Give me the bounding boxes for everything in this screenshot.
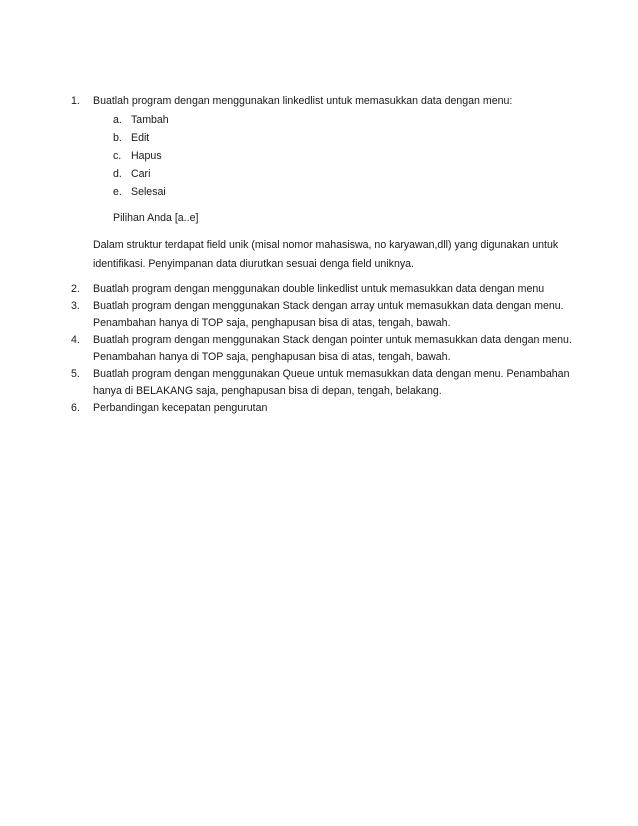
list-item-2 <box>0 281 638 298</box>
option-letter: a. <box>113 114 122 126</box>
unique-field-note: Dalam struktur terdapat field unik (misal nomor mahasiswa, no karyawan,dll) yang digunakan untuk identifikasi. Penyimpanan data diurutkan sesuai denga field uniknya. <box>93 239 559 270</box>
menu-options-list <box>0 111 638 201</box>
option-label: Hapus <box>131 150 162 162</box>
option-label: Tambah <box>131 114 169 126</box>
option-label: Cari <box>131 168 151 180</box>
list-item-text: Buatlah program dengan menggunakan Queue untuk memasukkan data dengan menu. Penambahan hanya di BELAKANG saja, penghapusan bisa di depan, tengah, belakang. <box>93 368 570 397</box>
list-number: 5. <box>71 368 80 380</box>
list-item-1 <box>0 93 638 110</box>
option-letter: e. <box>113 186 122 198</box>
menu-option-cari <box>0 165 638 183</box>
choice-prompt: Pilihan Anda [a..e] <box>113 212 199 224</box>
option-letter: d. <box>113 168 122 180</box>
list-number: 2. <box>71 283 80 295</box>
menu-option-selesai <box>0 183 638 201</box>
list-item-text: Buatlah program dengan menggunakan Stack dengan pointer untuk memasukkan data dengan menu. Penambahan hanya di TOP saja, penghapusan bisa di atas, tengah, bawah. <box>93 334 572 363</box>
list-number: 6. <box>71 402 80 414</box>
option-letter: b. <box>113 132 122 144</box>
list-item-3 <box>0 298 638 332</box>
list-item-text: Perbandingan kecepatan pengurutan <box>93 402 268 414</box>
list-item-5 <box>0 366 638 400</box>
menu-option-edit <box>0 129 638 147</box>
list-number: 3. <box>71 300 80 312</box>
list-item-text: Buatlah program dengan menggunakan linkedlist untuk memasukkan data dengan menu: <box>93 95 513 107</box>
list-item-text: Buatlah program dengan menggunakan Stack dengan array untuk memasukkan data dengan menu. Penambahan hanya di TOP saja, penghapusan bisa di atas, tengah, bawah. <box>93 300 564 329</box>
list-item-6 <box>0 400 638 417</box>
option-label: Edit <box>131 132 150 144</box>
menu-option-hapus <box>0 147 638 165</box>
list-item-text: Buatlah program dengan menggunakan double linkedlist untuk memasukkan data dengan menu <box>93 283 545 295</box>
assignment-list <box>0 93 638 417</box>
list-item-4 <box>0 332 638 366</box>
option-letter: c. <box>113 150 122 162</box>
menu-option-tambah <box>0 111 638 129</box>
list-number: 4. <box>71 334 80 346</box>
list-number: 1. <box>71 95 80 107</box>
option-label: Selesai <box>131 186 166 198</box>
